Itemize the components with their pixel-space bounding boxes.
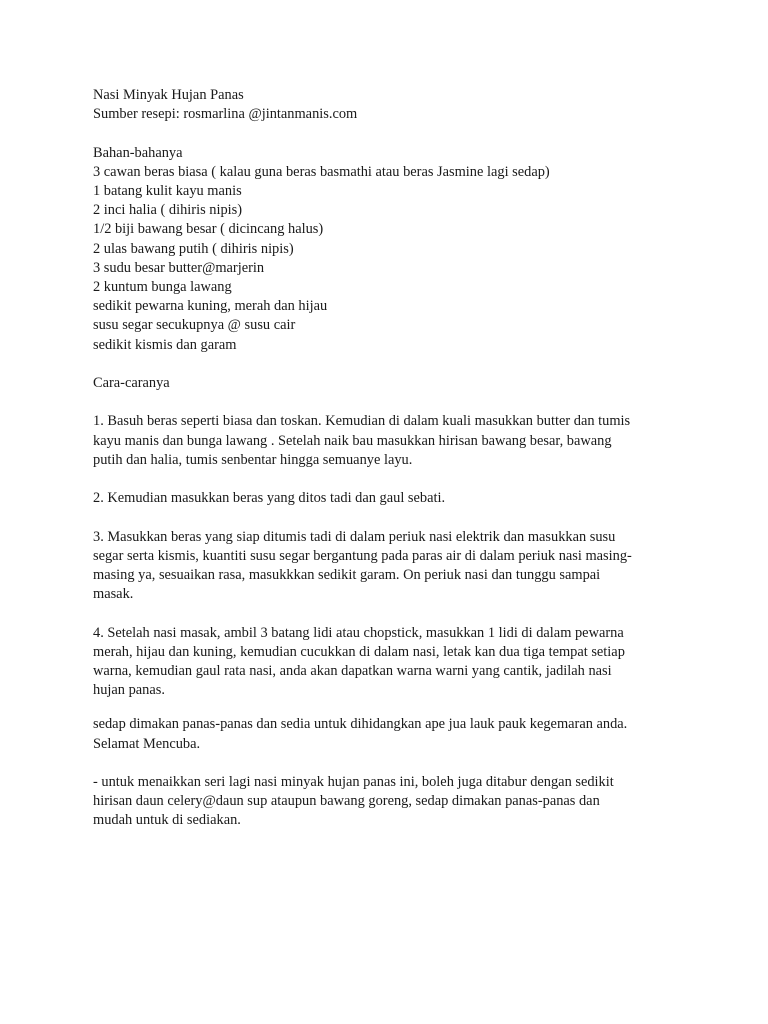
ingredient-item: 2 ulas bawang putih ( dihiris nipis) bbox=[93, 240, 294, 257]
step-line: masing ya, sesuaikan rasa, masukkkan sedikit garam. On periuk nasi dan tunggu sampai bbox=[93, 567, 601, 583]
spacer bbox=[93, 393, 693, 412]
step-line: - untuk menaikkan seri lagi nasi minyak hujan panas ini, boleh juga ditabur dengan sedikit bbox=[93, 774, 614, 790]
ingredient-item: 1 batang kulit kayu manis bbox=[93, 183, 242, 199]
method-heading: Cara-caranya bbox=[93, 375, 170, 392]
ingredient-item: 2 kuntum bunga lawang bbox=[93, 279, 232, 296]
spacer bbox=[93, 124, 693, 143]
ingredients-section bbox=[93, 144, 693, 355]
recipe-header bbox=[93, 86, 693, 124]
step-line: 4. Setelah nasi masak, ambil 3 batang lidi atau chopstick, masukkan 1 lidi di dalam pewarna bbox=[93, 624, 624, 641]
method-step-2 bbox=[93, 489, 693, 508]
step-line: masak. bbox=[93, 586, 134, 603]
step-line: hirisan daun celery@daun sup ataupun bawang goreng, sedap dimakan panas-panas dan bbox=[93, 793, 600, 810]
step-line: 1. Basuh beras seperti biasa dan toskan. Kemudian di dalam kuali masukkan butter dan tumis bbox=[93, 413, 631, 430]
document-page bbox=[93, 86, 693, 831]
step-line: hujan panas. bbox=[93, 682, 165, 699]
recipe-source: Sumber resepi: rosmarlina @jintanmanis.com bbox=[93, 106, 358, 123]
method-heading-block bbox=[93, 374, 693, 393]
step-line: 2. Kemudian masukkan beras yang ditos tadi dan gaul sebati. bbox=[93, 490, 446, 507]
method-step-1 bbox=[93, 412, 693, 470]
spacer bbox=[93, 700, 693, 715]
step-line: sedap dimakan panas-panas dan sedia untuk dihidangkan ape jua lauk pauk kegemaran anda. bbox=[93, 716, 628, 733]
serving-note bbox=[93, 715, 693, 753]
ingredient-item: 3 sudu besar butter@marjerin bbox=[93, 259, 265, 276]
ingredient-item: 1/2 biji bawang besar ( dicincang halus) bbox=[93, 221, 324, 238]
ingredient-item: 2 inci halia ( dihiris nipis) bbox=[93, 202, 243, 219]
step-line: merah, hijau dan kuning, kemudian cucukkan di dalam nasi, letak kan dua tiga tempat setiap bbox=[93, 643, 625, 660]
step-line: putih dan halia, tumis senbentar hingga semuanye layu. bbox=[93, 451, 413, 468]
method-step-4 bbox=[93, 624, 693, 701]
spacer bbox=[93, 604, 693, 623]
tip-note bbox=[93, 773, 693, 831]
ingredient-item: sedikit kismis dan garam bbox=[93, 336, 237, 353]
spacer bbox=[93, 470, 693, 489]
ingredient-item: sedikit pewarna kuning, merah dan hijau bbox=[93, 298, 328, 315]
step-line: kayu manis dan bunga lawang . Setelah naik bau masukkan hirisan bawang besar, bawang bbox=[93, 432, 612, 449]
ingredient-item: 3 cawan beras biasa ( kalau guna beras basmathi atau beras Jasmine lagi sedap) bbox=[93, 163, 550, 180]
step-line: 3. Masukkan beras yang siap ditumis tadi di dalam periuk nasi elektrik dan masukkan susu bbox=[93, 528, 616, 545]
spacer bbox=[93, 508, 693, 527]
method-step-3 bbox=[93, 528, 693, 605]
spacer bbox=[93, 355, 693, 374]
step-line: segar serta kismis, kuantiti susu segar bergantung pada paras air di dalam periuk nasi masing- bbox=[93, 547, 632, 564]
step-line: mudah untuk di sediakan. bbox=[93, 812, 241, 829]
ingredient-item: susu segar secukupnya @ susu cair bbox=[93, 317, 296, 334]
recipe-title: Nasi Minyak Hujan Panas bbox=[93, 87, 244, 103]
ingredients-heading: Bahan-bahanya bbox=[93, 144, 183, 161]
step-line: Selamat Mencuba. bbox=[93, 735, 201, 752]
spacer bbox=[93, 754, 693, 773]
step-line: warna, kemudian gaul rata nasi, anda akan dapatkan warna warni yang cantik, jadilah nasi bbox=[93, 663, 612, 679]
